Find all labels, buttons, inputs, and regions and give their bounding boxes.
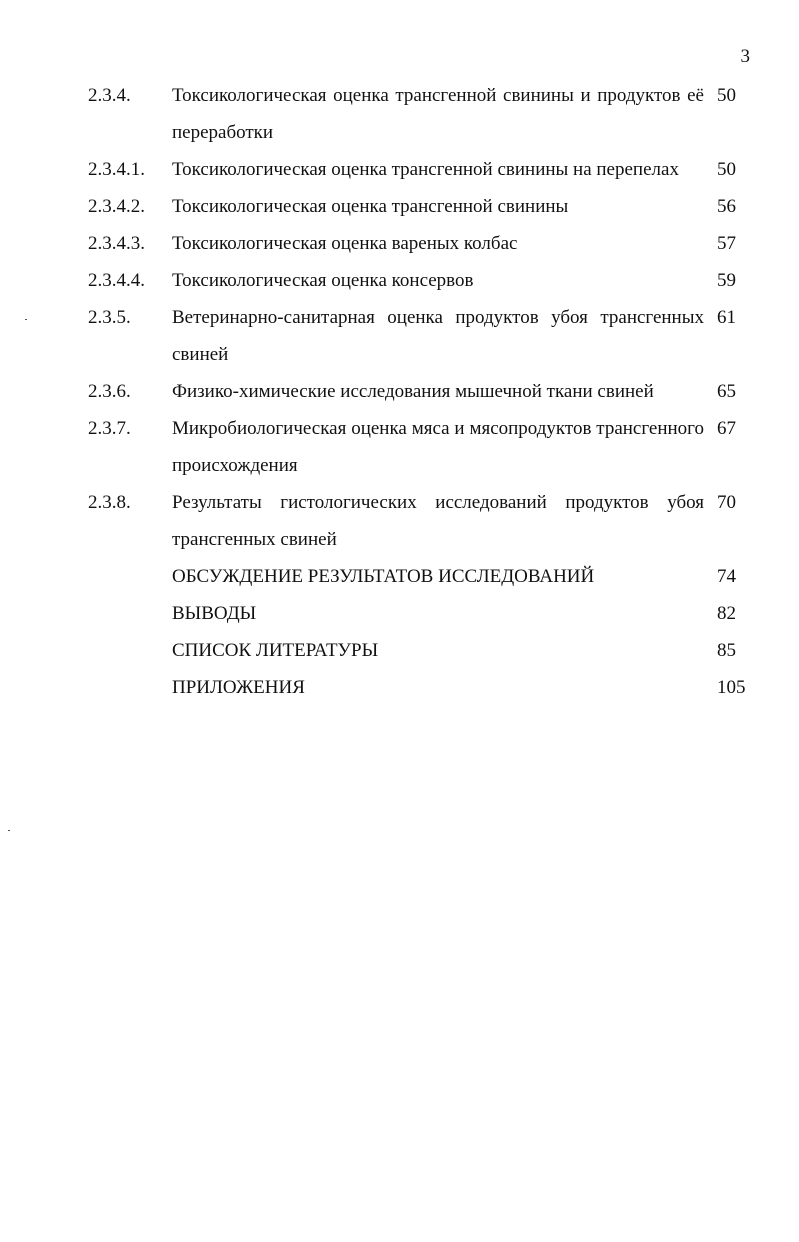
toc-entry-page: 105 xyxy=(717,677,746,698)
toc-entry-2-3-5 xyxy=(0,299,799,373)
toc-entry-title: Результаты гистологических исследований продуктов убоя трансгенных свиней xyxy=(172,492,704,550)
toc-entry-number: 2.3.4.1. xyxy=(88,159,145,180)
toc-entry-conclusions xyxy=(0,595,799,632)
toc-entry-page: 56 xyxy=(717,196,736,217)
toc-entry-appendices xyxy=(0,669,799,706)
toc-entry-number: 2.3.8. xyxy=(88,492,131,513)
toc-entry-number: 2.3.4. xyxy=(88,85,131,106)
toc-entry-2-3-4-1 xyxy=(0,151,799,188)
toc-entry-title: ОБСУЖДЕНИЕ РЕЗУЛЬТАТОВ ИССЛЕДОВАНИЙ xyxy=(172,566,595,587)
toc-entry-discussion xyxy=(0,558,799,595)
toc-entry-2-3-4 xyxy=(0,77,799,151)
toc-entry-page: 70 xyxy=(717,492,736,513)
toc-entry-2-3-8 xyxy=(0,484,799,558)
toc-entry-page: 61 xyxy=(717,307,736,328)
toc-entry-title: Токсикологическая оценка трансгенной свинины xyxy=(172,196,569,217)
toc-entry-2-3-6 xyxy=(0,373,799,410)
table-of-contents xyxy=(0,77,799,706)
page-number: 3 xyxy=(740,46,750,67)
toc-entry-page: 82 xyxy=(717,603,736,624)
toc-entry-page: 67 xyxy=(717,418,736,439)
scan-speck xyxy=(25,319,27,320)
toc-entry-2-3-7 xyxy=(0,410,799,484)
toc-entry-title: Токсикологическая оценка трансгенной свинины и продуктов её переработки xyxy=(172,85,704,143)
toc-entry-title: Токсикологическая оценка консервов xyxy=(172,270,474,291)
toc-entry-page: 50 xyxy=(717,85,736,106)
toc-entry-2-3-4-3 xyxy=(0,225,799,262)
toc-entry-2-3-4-2 xyxy=(0,188,799,225)
toc-entry-number: 2.3.4.4. xyxy=(88,270,145,291)
toc-entry-title: Микробиологическая оценка мяса и мясопродуктов трансгенного происхождения xyxy=(172,418,704,476)
toc-entry-page: 50 xyxy=(717,159,736,180)
toc-entry-title: ВЫВОДЫ xyxy=(172,603,257,624)
toc-entry-2-3-4-4 xyxy=(0,262,799,299)
toc-entry-number: 2.3.4.3. xyxy=(88,233,145,254)
toc-entry-references xyxy=(0,632,799,669)
toc-entry-number: 2.3.6. xyxy=(88,381,131,402)
toc-entry-page: 57 xyxy=(717,233,736,254)
toc-entry-title: Физико-химические исследования мышечной ткани свиней xyxy=(172,381,654,402)
toc-entry-title: СПИСОК ЛИТЕРАТУРЫ xyxy=(172,640,379,661)
toc-entry-page: 74 xyxy=(717,566,736,587)
toc-entry-page: 59 xyxy=(717,270,736,291)
toc-entry-title: Токсикологическая оценка трансгенной свинины на перепелах xyxy=(172,159,679,180)
toc-entry-page: 85 xyxy=(717,640,736,661)
toc-entry-title: Ветеринарно-санитарная оценка продуктов убоя трансгенных свиней xyxy=(172,307,704,365)
toc-entry-number: 2.3.7. xyxy=(88,418,131,439)
toc-entry-title: ПРИЛОЖЕНИЯ xyxy=(172,677,305,698)
toc-entry-page: 65 xyxy=(717,381,736,402)
toc-entry-number: 2.3.4.2. xyxy=(88,196,145,217)
toc-entry-title: Токсикологическая оценка вареных колбас xyxy=(172,233,518,254)
toc-entry-number: 2.3.5. xyxy=(88,307,131,328)
scan-speck xyxy=(8,830,10,831)
